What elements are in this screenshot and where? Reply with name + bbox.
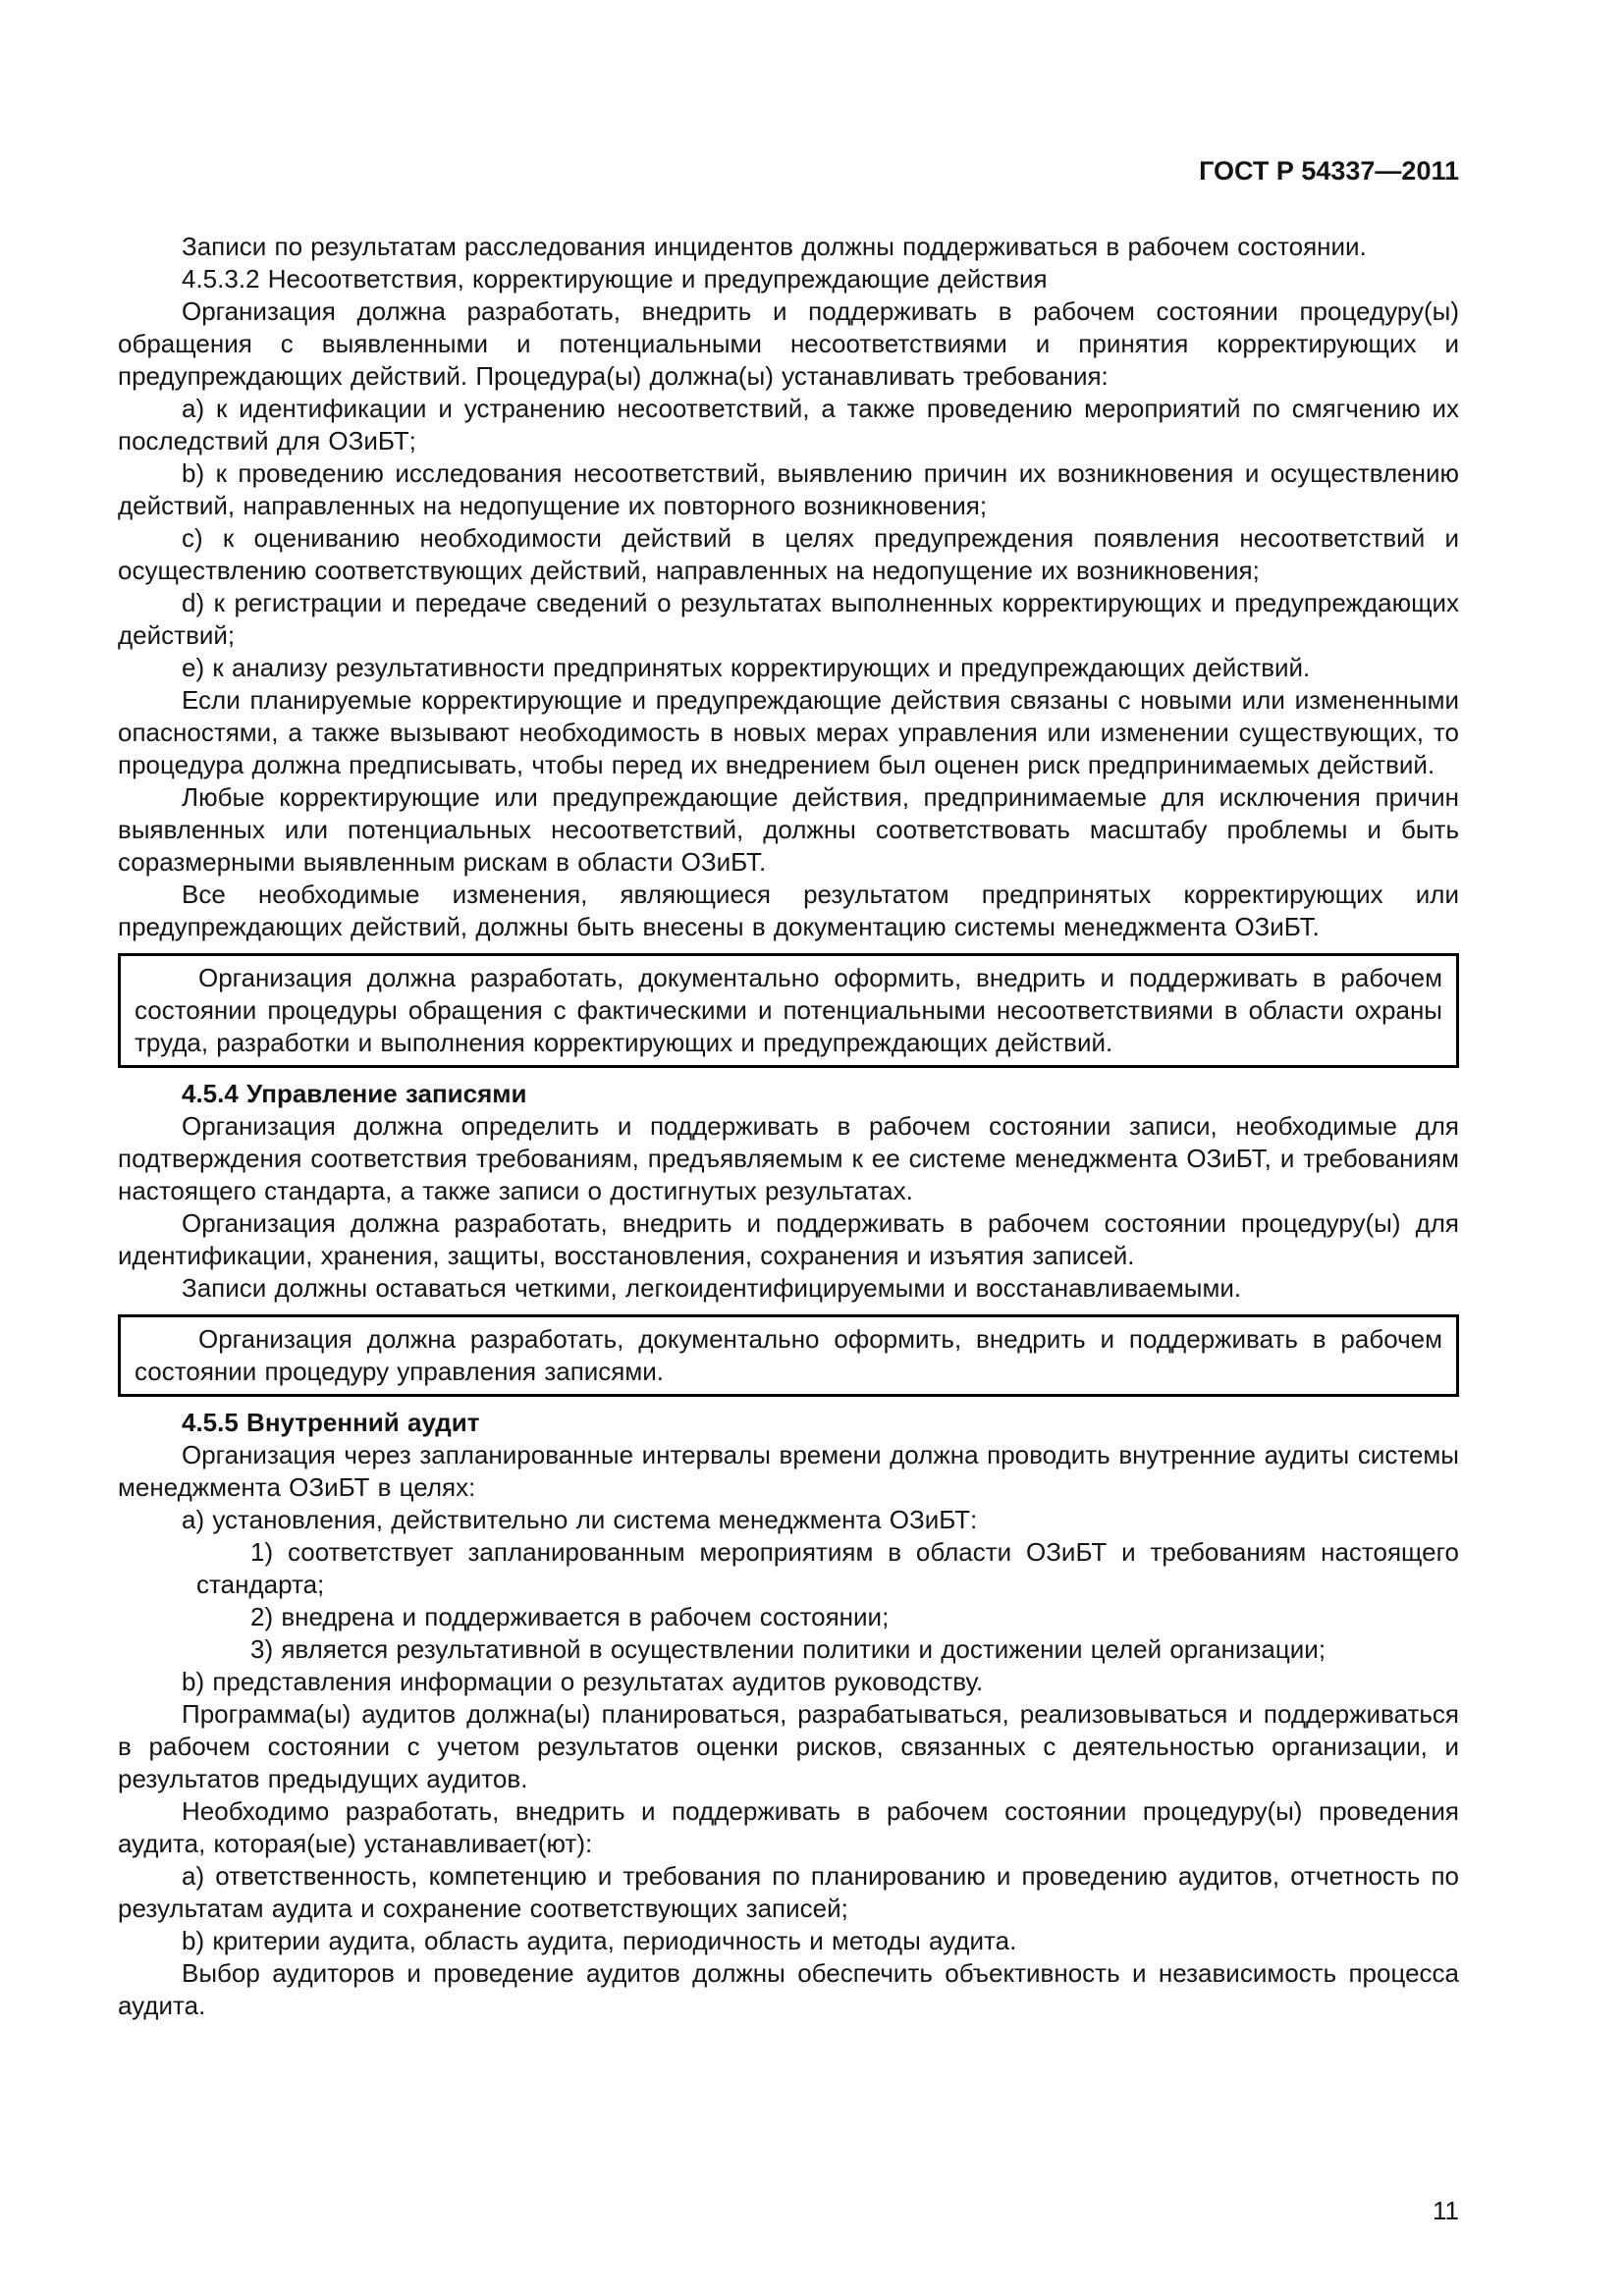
section-heading-4-5-4: 4.5.4 Управление записями: [182, 1079, 527, 1108]
section-heading-4-5-5: 4.5.5 Внутренний аудит: [182, 1408, 480, 1437]
sub-item-3: 3) является результативной в осуществлении политики и достижении целей организации;: [250, 1634, 1326, 1664]
paragraph-records-define: Организация должна определить и поддерживать в рабочем состоянии записи, необходимые для подтверждения соответствия требованиям, предъявляемым к ее системе менеджмента ОЗиБТ, и требованиям настоящего стандарта, а также записи о достигнутых результатах.: [118, 1111, 1459, 1205]
sub-item-2: 2) внедрена и поддерживается в рабочем состоянии;: [250, 1602, 890, 1631]
list-item-b: b) к проведению исследования несоответствий, выявлению причин их возникновения и осуществлению действий, направленных на недопущение их повторного возникновения;: [118, 458, 1459, 520]
paragraph-planned-actions: Если планируемые корректирующие и предупреждающие действия связаны с новыми или измененными опасностями, а также вызывают необходимость в новых мерах управления или изменении существующих, то процедура должна предписывать, чтобы перед их внедрением был оценен риск предпринимаемых действий.: [118, 685, 1459, 779]
doc-code: ГОСТ Р 54337—2011: [1199, 156, 1459, 186]
requirement-box-records: [118, 1314, 1459, 1397]
paragraph-records-procedure: Организация должна разработать, внедрить и поддерживать в рабочем состоянии процедуру(ы) для идентификации, хранения, защиты, восстановления, сохранения и изъятия записей.: [118, 1208, 1459, 1270]
section-heading-4-5-3-2: 4.5.3.2 Несоответствия, корректирующие и предупреждающие действия: [182, 264, 1048, 294]
paragraph-audit-programme: Программа(ы) аудитов должна(ы) планироваться, разрабатываться, реализовываться и поддерживаться в рабочем состоянии с учетом результатов оценки рисков, связанных с деятельностью организации, и результатов предыдущих аудитов.: [118, 1699, 1459, 1793]
list-item-a-audit-procedure: a) ответственность, компетенцию и требования по планированию и проведению аудитов, отчетность по результатам аудита и сохранение соответствующих записей;: [118, 1861, 1459, 1923]
page-number: 11: [1433, 2196, 1459, 2225]
paragraph-nonconformity-intro: Организация должна разработать, внедрить и поддерживать в рабочем состоянии процедуру(ы) обращения с выявленными и потенциальными несоответствиями и принятия корректирующих и предупреждающих действий. Процедура(ы) должна(ы) устанавливать требования:: [118, 296, 1459, 391]
list-item-a-audit: a) установления, действительно ли система менеджмента ОЗиБТ:: [182, 1505, 978, 1534]
requirement-box-nonconformity: [118, 953, 1459, 1068]
list-item-c: c) к оцениванию необходимости действий в целях предупреждения появления несоответствий и осуществлению соответствующих действий, направленных на недопущение их возникновения;: [118, 523, 1459, 585]
paragraph-any-actions: Любые корректирующие или предупреждающие действия, предпринимаемые для исключения причин выявленных или потенциальных несоответствий, должны соответствовать масштабу проблемы и быть соразмерными выявленным рискам в области ОЗиБТ.: [118, 782, 1459, 877]
list-item-e: e) к анализу результативности предпринятых корректирующих и предупреждающих действий.: [182, 653, 1311, 682]
paragraph-all-changes: Все необходимые изменения, являющиеся результатом предпринятых корректирующих или предупреждающих действий, должны быть внесены в документацию системы менеджмента ОЗиБТ.: [118, 880, 1459, 941]
paragraph-records-legible: Записи должны оставаться четкими, легкоидентифицируемыми и восстанавливаемыми.: [182, 1273, 1242, 1303]
list-item-b-audit: b) представления информации о результатах аудитов руководству.: [182, 1667, 984, 1696]
list-item-b-audit-procedure: b) критерии аудита, область аудита, периодичность и методы аудита.: [182, 1926, 1017, 1955]
requirement-box-text: Организация должна разработать, документально оформить, внедрить и поддерживать в рабочем состоянии процедуру управления записями.: [135, 1324, 1442, 1386]
paragraph-auditor-selection: Выбор аудиторов и проведение аудитов должны обеспечить объективность и независимость процесса аудита.: [118, 1958, 1459, 2020]
sub-item-1: 1) соответствует запланированным мероприятиям в области ОЗиБТ и требованиям настоящего стандарта;: [196, 1537, 1459, 1599]
running-header: [118, 155, 1459, 187]
paragraph-audit-procedure: Необходимо разработать, внедрить и поддерживать в рабочем состоянии процедуру(ы) проведения аудита, которая(ые) устанавливает(ют):: [118, 1796, 1459, 1858]
paragraph-incident-records: Записи по результатам расследования инцидентов должны поддерживаться в рабочем состоянии.: [182, 232, 1367, 261]
page-content: [118, 155, 1459, 2022]
list-item-a: a) к идентификации и устранению несоответствий, а также проведению мероприятий по смягчению их последствий для ОЗиБТ;: [118, 394, 1459, 455]
requirement-box-text: Организация должна разработать, документально оформить, внедрить и поддерживать в рабочем состоянии процедуры обращения с фактическими и потенциальными несоответствиями в области охраны труда, разработки и выполнения корректирующих и предупреждающих действий.: [135, 963, 1442, 1057]
paragraph-audit-intervals: Организация через запланированные интервалы времени должна проводить внутренние аудиты системы менеджмента ОЗиБТ в целях:: [118, 1440, 1459, 1502]
list-item-d: d) к регистрации и передаче сведений о результатах выполненных корректирующих и предупреждающих действий;: [118, 588, 1459, 650]
